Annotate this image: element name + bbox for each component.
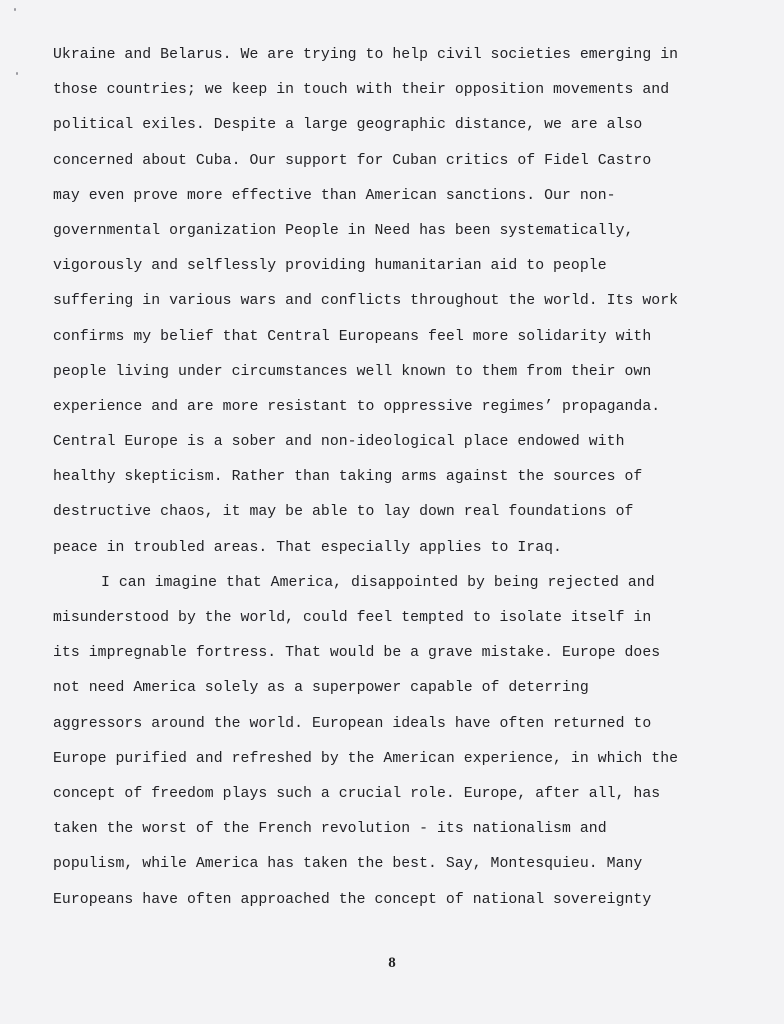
- text-line: its impregnable fortress. That would be a grave mistake. Europe does: [53, 645, 661, 662]
- text-line: people living under circumstances well known to them from their own: [53, 363, 652, 380]
- text-line: aggressors around the world. European ideals have often returned to: [53, 715, 652, 732]
- text-line: Ukraine and Belarus. We are trying to help civil societies emerging in: [53, 47, 679, 63]
- text-line: peace in troubled areas. That especially applies to Iraq.: [53, 539, 562, 556]
- scan-speck: [16, 72, 18, 75]
- text-line: vigorously and selflessly providing humanitarian aid to people: [53, 258, 607, 275]
- text-line: I can imagine that America, disappointed by being rejected and: [101, 574, 655, 591]
- text-line: experience and are more resistant to oppressive regimes’ propaganda.: [53, 398, 661, 415]
- text-line: populism, while America has taken the best. Say, Montesquieu. Many: [53, 856, 643, 873]
- text-line: political exiles. Despite a large geographic distance, we are also: [53, 117, 643, 134]
- scan-speck: [14, 8, 16, 11]
- text-line: Central Europe is a sober and non-ideological place endowed with: [53, 434, 625, 451]
- text-line: Europe purified and refreshed by the American experience, in which the: [53, 750, 679, 767]
- body-text: [53, 38, 733, 918]
- text-line: not need America solely as a superpower capable of deterring: [53, 680, 589, 697]
- text-line: governmental organization People in Need has been systematically,: [53, 222, 634, 239]
- text-line: healthy skepticism. Rather than taking arms against the sources of: [53, 469, 643, 486]
- text-line: confirms my belief that Central Europeans feel more solidarity with: [53, 328, 652, 345]
- text-line: destructive chaos, it may be able to lay down real foundations of: [53, 504, 634, 521]
- text-line: suffering in various wars and conflicts throughout the world. Its work: [53, 293, 679, 310]
- text-line: misunderstood by the world, could feel tempted to isolate itself in: [53, 610, 652, 626]
- text-line: Europeans have often approached the concept of national sovereignty: [53, 891, 652, 908]
- page-number: 8: [388, 955, 396, 971]
- text-line: may even prove more effective than American sanctions. Our non-: [53, 187, 616, 204]
- text-line: those countries; we keep in touch with their opposition movements and: [53, 82, 670, 99]
- text-line: taken the worst of the French revolution - its nationalism and: [53, 821, 607, 838]
- text-line: concerned about Cuba. Our support for Cuban critics of Fidel Castro: [53, 152, 652, 169]
- text-line: concept of freedom plays such a crucial role. Europe, after all, has: [53, 785, 661, 802]
